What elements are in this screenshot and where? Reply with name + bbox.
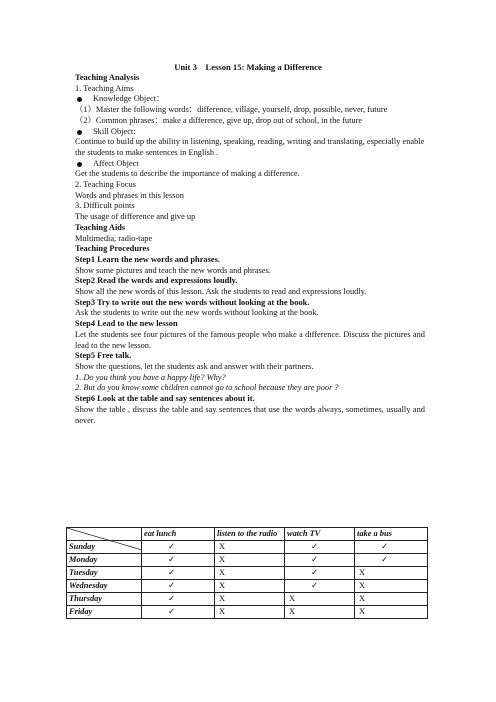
step3-heading: Step3 Try to write out the new words without looking at the book. — [75, 297, 310, 307]
table-cell: ✓ — [285, 567, 355, 580]
diagonal-line-icon — [67, 528, 142, 550]
bullet-dot-icon — [77, 97, 82, 102]
table-cell: ✓ — [285, 541, 355, 554]
table-row — [67, 567, 428, 580]
table-cell: X — [285, 606, 355, 619]
table-cell: X — [215, 567, 285, 580]
step5-text: Show the questions, let the students ask and answer with their partners. — [75, 361, 314, 371]
table-cell: X — [215, 554, 285, 567]
bullet-dot-icon — [77, 130, 82, 135]
table-cell: X — [355, 606, 428, 619]
row-day: Tuesday — [67, 567, 142, 580]
table-cell: ✓ — [142, 554, 215, 567]
column-header: take a bus — [355, 528, 428, 541]
row-day: Thursday — [67, 593, 142, 606]
table-row — [67, 580, 428, 593]
table-cell: ✓ — [142, 593, 215, 606]
difficult-text: The usage of difference and give up — [75, 212, 196, 222]
column-header: listen to the radio — [215, 528, 285, 541]
table-cell: X — [355, 593, 428, 606]
skill-text: Continue to build up the ability in listening, speaking, reading, writing and translating, especially enable the students to make sentences in English . — [75, 137, 425, 157]
activity-table — [66, 527, 428, 619]
row-day: Sunday — [67, 541, 142, 554]
question-2: 2. But do you know some children cannot go to school because they are poor ? — [75, 383, 339, 393]
row-day: Monday — [67, 554, 142, 567]
focus-text: Words and phrases in this lesson — [75, 190, 184, 200]
table-header-row — [67, 528, 428, 541]
diagonal-header-cell — [67, 528, 142, 541]
heading-difficult-points: 3. Difficult points — [75, 201, 135, 211]
knowledge-words: （1）Master the following words：difference, village, yourself, drop, possible, never, future — [75, 105, 388, 115]
table-cell: ✓ — [142, 541, 215, 554]
bullet-affect — [75, 159, 425, 170]
row-day: Friday — [67, 606, 142, 619]
table-cell: ✓ — [285, 554, 355, 567]
step3-text: Ask the students to write out the new words without looking at the book. — [75, 308, 319, 318]
step4-text: Let the students see four pictures of the famous people who make a difference. Discuss the pictures and lead to the new lesson. — [75, 329, 425, 350]
table-cell: X — [215, 593, 285, 606]
step6-text: Show the table , discuss the table and say sentences that use the words always, sometimes, usually and never. — [75, 404, 425, 425]
bullet-skill — [75, 127, 425, 138]
aids-text: Multimedia, radio-tape — [75, 233, 153, 243]
table-cell: X — [355, 567, 428, 580]
step1-text: Show some pictures and teach the new words and phrases. — [75, 265, 271, 275]
step5-heading: Step5 Free talk. — [75, 351, 132, 361]
step1-heading: Step1 Learn the new words and phrases. — [75, 254, 220, 264]
heading-teaching-focus: 2. Teaching Focus — [75, 180, 136, 190]
affect-text: Get the students to describe the importance of making a difference. — [75, 169, 300, 179]
step2-heading: Step2 Read the words and expressions loudly. — [75, 276, 238, 286]
table-row — [67, 606, 428, 619]
table-cell: X — [215, 606, 285, 619]
lesson-plan-body — [75, 73, 425, 426]
skill-label: Skill Object: — [93, 126, 136, 136]
table-cell: ✓ — [142, 606, 215, 619]
heading-teaching-aims: 1. Teaching Aims — [75, 83, 134, 93]
table-cell: ✓ — [285, 580, 355, 593]
bullet-knowledge — [75, 94, 425, 105]
affect-label: Affect Object — [93, 158, 139, 168]
table-cell: X — [285, 593, 355, 606]
column-header: watch TV — [285, 528, 355, 541]
table-cell: ✓ — [142, 567, 215, 580]
step4-heading: Step4 Lead to the new lesson — [75, 319, 178, 329]
step2-text: Show all the new words of this lesson. Ask the students to read and expressions loudly. — [75, 287, 367, 297]
heading-teaching-aids: Teaching Aids — [75, 222, 126, 232]
table-cell: X — [215, 580, 285, 593]
table-cell: ✓ — [142, 580, 215, 593]
table-cell: X — [355, 580, 428, 593]
heading-teaching-procedures: Teaching Procedures — [75, 244, 150, 254]
question-1: 1. Do you think you have a happy life? Why? — [75, 372, 226, 382]
bullet-dot-icon — [77, 162, 82, 167]
table-cell: ✓ — [355, 554, 428, 567]
heading-teaching-analysis: Teaching Analysis — [75, 73, 140, 82]
column-header: eat lunch — [142, 528, 215, 541]
knowledge-phrases: （2）Common phrases：make a difference, give up, drop out of school, in the future — [75, 115, 363, 125]
knowledge-label: Knowledge Object： — [93, 94, 165, 104]
table-row — [67, 593, 428, 606]
table-cell: X — [215, 541, 285, 554]
table-cell: ✓ — [355, 541, 428, 554]
table-row — [67, 554, 428, 567]
step6-heading: Step6 Look at the table and say sentences about it. — [75, 394, 255, 404]
row-day: Wednesday — [67, 580, 142, 593]
page-title: Unit 3 Lesson 15: Making a Difference — [174, 62, 322, 72]
